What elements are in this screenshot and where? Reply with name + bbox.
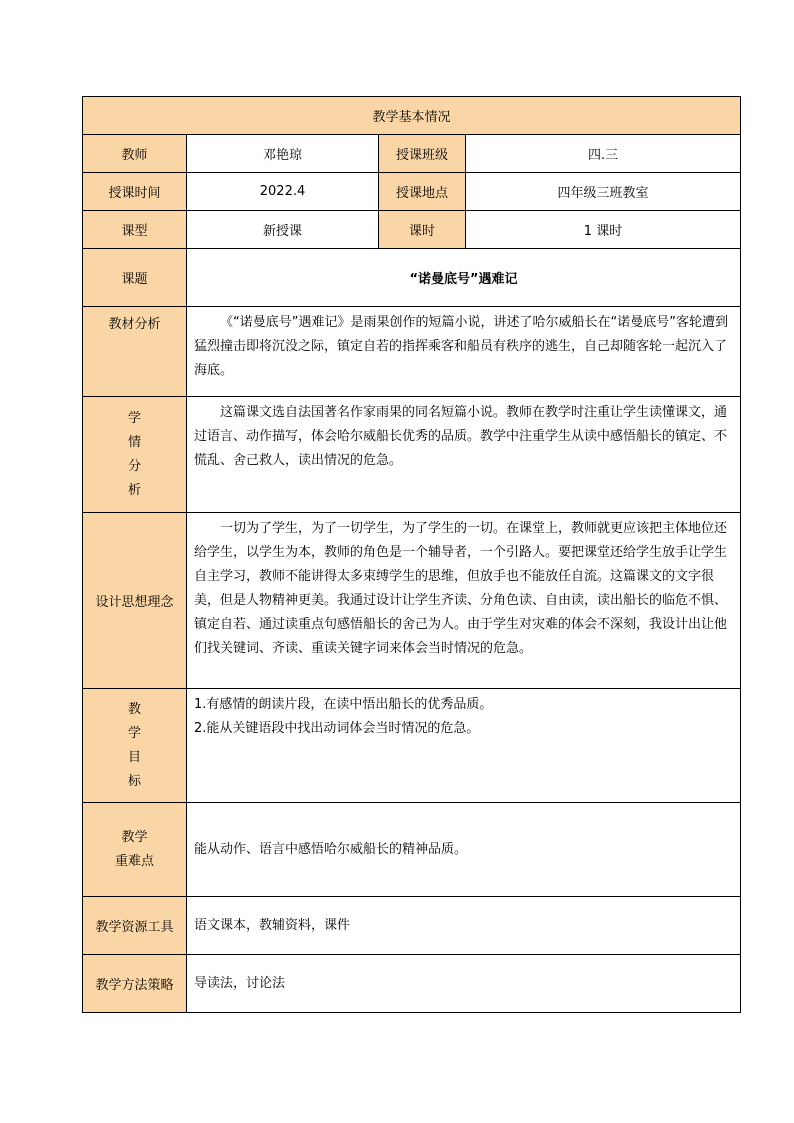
- resources-label: 教学资源工具: [83, 897, 187, 955]
- students-text: 这篇课文选自法国著名作家雨果的同名短篇小说。教师在教学时注重让学生读懂课文，通过语言、动作描写，体会哈尔威船长优秀的品质。教学中注重学生从读中感悟船长的镇定、不慌乱、舍己救人，读出情况的危急。: [187, 397, 741, 513]
- hours-label: 课时: [379, 211, 466, 249]
- time-label: 授课时间: [83, 173, 187, 211]
- methods-text: 导读法，讨论法: [187, 955, 741, 1013]
- type-row: [83, 211, 741, 249]
- topic-row: [83, 249, 741, 307]
- table-title: 教学基本情况: [83, 97, 741, 135]
- topic-label: 课题: [83, 249, 187, 307]
- key-points-row: [83, 803, 741, 897]
- type-label: 课型: [83, 211, 187, 249]
- class-value: 四.三: [466, 135, 741, 173]
- type-value: 新授课: [187, 211, 379, 249]
- goal-item: 2.能从关键语段中找出动词体会当时情况的危急。: [194, 721, 480, 736]
- hours-value: 1 课时: [466, 211, 741, 249]
- topic-value: “诺曼底号”遇难记: [187, 249, 741, 307]
- resources-text: 语文课本，教辅资料，课件: [187, 897, 741, 955]
- design-label: 设计思想理念: [83, 513, 187, 689]
- goal-item: 1.有感情的朗读片段，在读中悟出船长的优秀品质。: [194, 697, 493, 712]
- design-text: 一切为了学生，为了一切学生，为了学生的一切。在课堂上，教师就更应该把主体地位还给学生，以学生为本，教师的角色是一个辅导者，一个引路人。要把课堂还给学生放手让学生自主学习，教师不能讲得太多束缚学生的思维，但放手也不能放任自流。这篇课文的文字很美，但是人物精神更美。我通过设计让学生齐读、分角色读、自由读，读出船长的临危不惧、镇定自若、通过读重点句感悟船长的舍己为人。由于学生对灾难的体会不深刻，我设计出让他们找关键词、齐读、重读关键字词来体会当时情况的危急。: [187, 513, 741, 689]
- class-label: 授课班级: [379, 135, 466, 173]
- key-points-label: [83, 803, 187, 897]
- goals-label-char: 标: [127, 773, 141, 789]
- lesson-plan-table: [82, 96, 741, 1013]
- key-points-label-line: 教学: [121, 829, 148, 845]
- goals-list: [187, 689, 741, 803]
- students-label-char: 情: [127, 434, 141, 450]
- place-label: 授课地点: [379, 173, 466, 211]
- goals-row: [83, 689, 741, 803]
- students-label: [83, 397, 187, 513]
- goals-label-char: 学: [127, 725, 141, 741]
- material-label: 教材分析: [83, 307, 187, 397]
- resources-row: [83, 897, 741, 955]
- students-row: [83, 397, 741, 513]
- key-points-label-line: 重难点: [114, 853, 154, 869]
- material-row: [83, 307, 741, 397]
- time-value: 2022.4: [187, 173, 379, 211]
- students-label-char: 析: [127, 482, 141, 498]
- methods-row: [83, 955, 741, 1013]
- goals-label: [83, 689, 187, 803]
- students-label-char: 学: [127, 410, 141, 426]
- design-row: [83, 513, 741, 689]
- students-label-char: 分: [127, 458, 141, 474]
- goals-label-char: 目: [127, 749, 141, 765]
- teacher-label: 教师: [83, 135, 187, 173]
- header-row: [83, 97, 741, 135]
- teacher-value: 邓艳琼: [187, 135, 379, 173]
- teacher-row: [83, 135, 741, 173]
- key-points-text: 能从动作、语言中感悟哈尔威船长的精神品质。: [187, 803, 741, 897]
- time-row: [83, 173, 741, 211]
- place-value: 四年级三班教室: [466, 173, 741, 211]
- goals-label-char: 教: [127, 701, 141, 717]
- methods-label: 教学方法策略: [83, 955, 187, 1013]
- material-text: 《“诺曼底号”遇难记》是雨果创作的短篇小说，讲述了哈尔威船长在“诺曼底号”客轮遭到猛烈撞击即将沉没之际，镇定自若的指挥乘客和船员有秩序的逃生，自己却随客轮一起沉入了海底。: [187, 307, 741, 397]
